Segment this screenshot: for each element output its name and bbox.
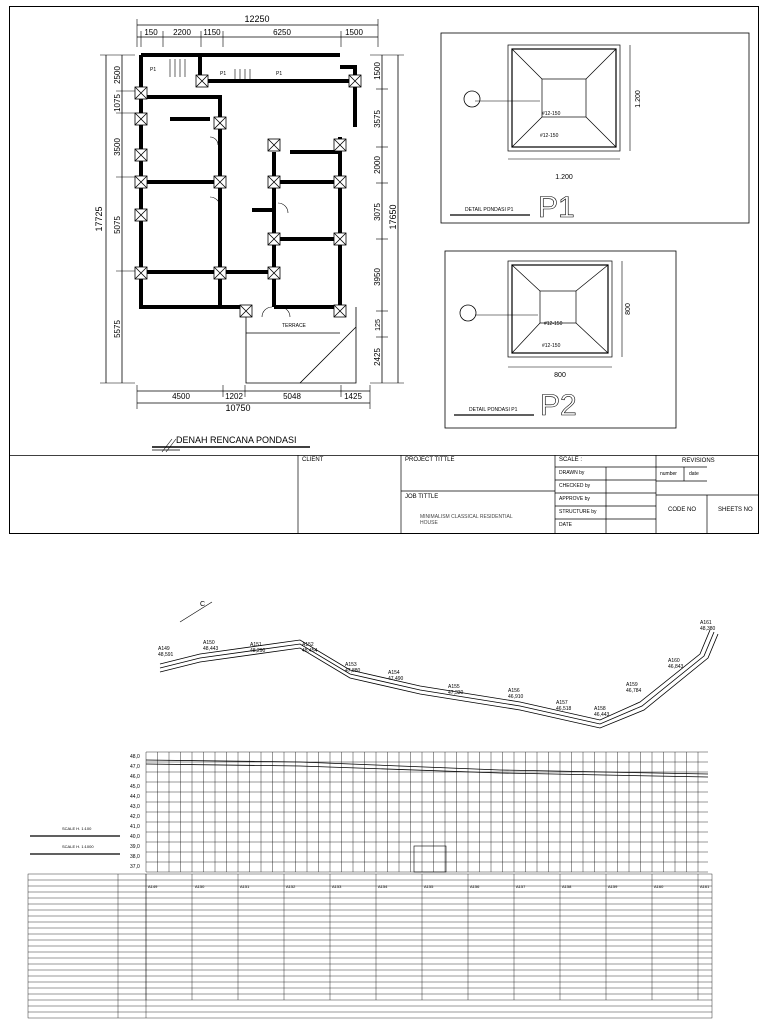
footing-tag: P1 <box>276 71 283 77</box>
elev-tick: 48,0 <box>130 754 140 760</box>
profile-svg <box>0 590 768 1024</box>
tb-approve: APPROVE by <box>559 496 590 502</box>
dim-right-seg: 1500 <box>373 62 382 80</box>
station-value: 46,443 <box>594 712 610 718</box>
dim-bottom-total: 10750 <box>225 403 251 413</box>
table-station: A160 <box>654 884 664 889</box>
dim-right-seg: 3950 <box>373 268 382 286</box>
station-value: 47,880 <box>345 668 361 674</box>
tb-structure: STRUCTURE by <box>559 509 597 515</box>
station-value: 48,443 <box>203 646 219 652</box>
profile-grid <box>146 752 708 872</box>
table-station: A155 <box>424 884 434 889</box>
north-label: C <box>200 601 206 608</box>
table-station: A149 <box>148 884 158 889</box>
table-station: A156 <box>470 884 480 889</box>
elev-tick: 40,0 <box>130 834 140 840</box>
dim-top-seg: 6250 <box>273 28 291 37</box>
dim-left-seg: 5075 <box>113 216 122 234</box>
detail-p2-rebar: #12-150 <box>544 321 563 327</box>
table-station-labels <box>148 884 710 889</box>
dim-left-seg: 3500 <box>113 138 122 156</box>
station-name: A158 <box>594 706 606 712</box>
section-marker-icon <box>460 305 476 321</box>
tb-job-value: MINIMALISM CLASSICAL RESIDENTIAL HOUSE <box>420 514 513 526</box>
dim-left-seg: 1075 <box>113 94 122 112</box>
elev-tick: 47,0 <box>130 764 140 770</box>
dim-right-seg: 2425 <box>373 348 382 366</box>
dim-right-seg: 125 <box>375 319 382 331</box>
station-name: A161 <box>700 620 712 626</box>
plan-walls <box>141 55 356 307</box>
station-value: 46,910 <box>508 694 524 700</box>
tb-rev-number: number <box>660 471 677 477</box>
station-name: A160 <box>668 658 680 664</box>
station-name: A149 <box>158 646 170 652</box>
dim-bottom-seg: 5048 <box>283 392 301 401</box>
elev-tick: 39,0 <box>130 844 140 850</box>
alignment-plan <box>160 630 718 728</box>
drawing-sheet <box>9 6 759 534</box>
tb-sheets-no: SHEETS NO <box>718 507 753 513</box>
detail-p1-drawing <box>475 45 630 159</box>
elev-tick: 43,0 <box>130 804 140 810</box>
elev-tick: 42,0 <box>130 814 140 820</box>
title-block-grid <box>10 455 758 534</box>
elev-tick: 44,0 <box>130 794 140 800</box>
detail-p2-name: P2 <box>540 389 577 422</box>
tb-code-no: CODE NO <box>668 507 697 513</box>
station-name: A159 <box>626 682 638 688</box>
detail-p1-width: 1.200 <box>555 174 573 181</box>
legend-box <box>414 846 446 872</box>
title-block <box>10 455 758 534</box>
detail-p1-height: 1.200 <box>635 90 642 108</box>
ground-profile-lines <box>146 760 708 777</box>
station-name: A153 <box>345 662 357 668</box>
detail-p1-rebar: #12-150 <box>542 111 561 117</box>
dim-right-seg: 2000 <box>373 156 382 174</box>
detail-p2-rebar: #12-150 <box>542 343 561 349</box>
station-value: 46,518 <box>556 706 572 712</box>
dim-top-total: 12250 <box>244 14 270 24</box>
footing-tag: P1 <box>150 67 157 73</box>
station-name: A151 <box>250 642 262 648</box>
dim-right-seg: 3575 <box>373 110 382 128</box>
stair-lines <box>170 59 250 79</box>
road-profile-drawing <box>0 590 768 1024</box>
table-station: A152 <box>286 884 296 889</box>
table-station: A161 <box>700 884 710 889</box>
scale-v-label: SCALE H. 1:1000 <box>62 844 94 849</box>
station-value: 47,330 <box>448 690 464 696</box>
scale-h-label: SCALE H. 1:100 <box>62 826 92 831</box>
tb-checked: CHECKED by <box>559 483 591 489</box>
dim-left-total: 17725 <box>94 206 104 232</box>
table-station: A157 <box>516 884 526 889</box>
station-value: 46,843 <box>668 664 684 670</box>
station-name: A154 <box>388 670 400 676</box>
detail-p2-caption: DETAIL PONDASI P1 <box>469 407 518 413</box>
detail-p1-frame <box>441 33 749 223</box>
table-station: A159 <box>608 884 618 889</box>
station-value: 47,490 <box>388 676 404 682</box>
section-marker-icon <box>464 91 480 107</box>
dim-top-seg: 1500 <box>345 28 363 37</box>
station-name: A155 <box>448 684 460 690</box>
table-station: A150 <box>195 884 205 889</box>
tb-rev-date: date <box>689 471 699 477</box>
tb-revisions: REVISIONS <box>682 458 715 464</box>
dim-right-total: 17650 <box>388 204 398 230</box>
dim-left-seg: 5575 <box>113 320 122 338</box>
tb-project-title: PROJECT TITTLE <box>405 457 455 463</box>
elev-tick: 46,0 <box>130 774 140 780</box>
dim-right-seg: 3075 <box>373 203 382 221</box>
station-name: A156 <box>508 688 520 694</box>
elev-tick: 41,0 <box>130 824 140 830</box>
station-name: A152 <box>302 642 314 648</box>
station-labels <box>158 620 716 718</box>
station-value: 48,290 <box>250 648 266 654</box>
station-name: A157 <box>556 700 568 706</box>
table-station: A153 <box>332 884 342 889</box>
elev-tick: 37,0 <box>130 864 140 870</box>
dim-bottom-seg: 4500 <box>172 392 190 401</box>
table-station: A151 <box>240 884 250 889</box>
station-name: A150 <box>203 640 215 646</box>
detail-p2-width: 800 <box>554 372 566 379</box>
detail-p1-name: P1 <box>538 191 575 224</box>
tb-job-title: JOB TITTLE <box>405 494 439 500</box>
profile-data-table <box>28 874 712 1018</box>
dim-top-seg: 1150 <box>203 28 221 37</box>
dim-left-seg: 2500 <box>113 66 122 84</box>
dim-top-seg: 2200 <box>173 28 191 37</box>
station-value: 46,784 <box>626 688 642 694</box>
plan-title: DENAH RENCANA PONDASI <box>176 435 297 445</box>
table-station: A158 <box>562 884 572 889</box>
tb-scale: SCALE : <box>559 457 583 463</box>
table-station: A154 <box>378 884 388 889</box>
detail-p2-drawing <box>475 261 622 367</box>
foundation-plan-drawing <box>10 7 758 455</box>
tb-client: CLIENT <box>302 457 324 463</box>
room-label-terrace: TERRACE <box>282 323 306 329</box>
station-value: 48,380 <box>700 626 716 632</box>
tb-date: DATE <box>559 522 572 528</box>
detail-p1-rebar: #12-150 <box>540 133 559 139</box>
elev-tick: 45,0 <box>130 784 140 790</box>
station-value: 48,591 <box>158 652 174 658</box>
station-value: 48,454 <box>302 648 318 654</box>
footing-tag: P1 <box>220 71 227 77</box>
footing-pads <box>135 75 361 317</box>
tb-drawn: DRAWN by <box>559 470 585 476</box>
dim-bottom-seg: 1425 <box>344 392 362 401</box>
dim-bottom-seg: 1202 <box>225 392 243 401</box>
plan-terrace-outline <box>246 307 356 383</box>
elev-tick: 38,0 <box>130 854 140 860</box>
dim-top-seg: 150 <box>144 28 158 37</box>
elevation-ticks <box>130 754 140 870</box>
detail-p2-height: 800 <box>625 303 632 315</box>
detail-p1-caption: DETAIL PONDASI P1 <box>465 207 514 213</box>
